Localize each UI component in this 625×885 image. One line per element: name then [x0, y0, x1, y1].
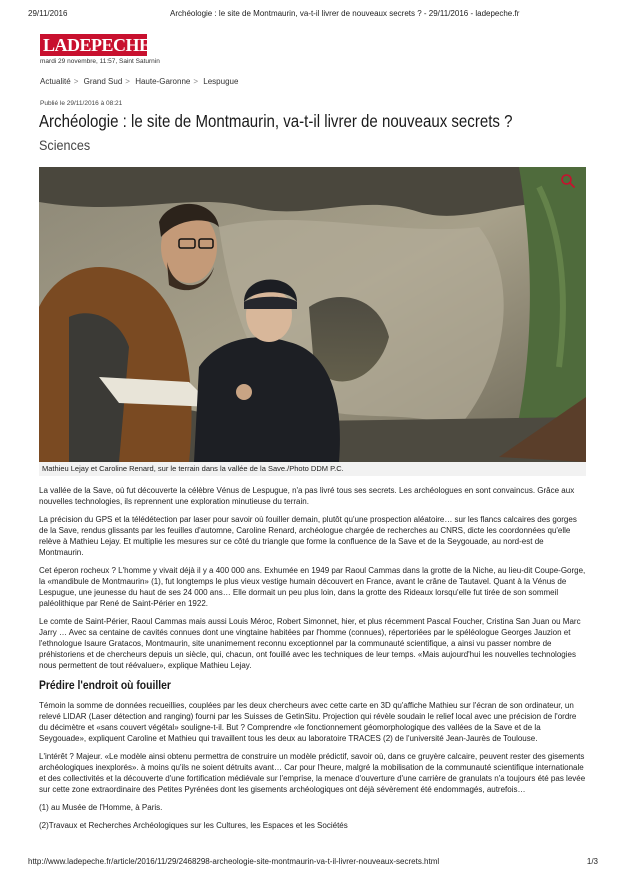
print-header [0, 0, 625, 20]
breadcrumb-item[interactable]: Lespugue [203, 77, 239, 86]
article-subheading: Prédire l'endroit où fouiller [39, 680, 171, 692]
breadcrumb-item[interactable]: Grand Sud [83, 77, 123, 86]
breadcrumb-separator: > [125, 77, 130, 86]
logo-suffix: .fr [150, 39, 164, 55]
footnote: (2)Travaux et Recherches Archéologiques sur les Cultures, les Espaces et les Sociétés [39, 821, 348, 830]
breadcrumb [40, 77, 238, 86]
breadcrumb-item[interactable]: Haute-Garonne [135, 77, 191, 86]
print-footer [28, 857, 598, 866]
print-date: 29/11/2016 [28, 9, 68, 18]
print-title: Archéologie : le site de Montmaurin, va-t-il livrer de nouveaux secrets ? - 29/11/2016 - ladepeche.fr [170, 9, 520, 18]
site-logo[interactable] [40, 34, 164, 56]
article-paragraph: Cet éperon rocheux ? L'homme y vivait déjà il y a 400 000 ans. Exhumée en 1949 par Raoul Cammas dans la grotte de la Niche, au lieu-dit Coupe-Gorge, la «mandibule de Montmaurin» (1), fut longtemps le plus vieux vestige humain découvert en France, avant le crâne de Tautavel. Quant à la Vénus de Lespugue, une jeunesse du haut de ses 24 000 ans… Elle dormait un peu plus loin, dans la grotte des Rideaux lorsqu'elle fut tirée de son sommeil paléolithique par René de Saint-Périer en 1922. [39, 566, 586, 608]
article-paragraph: Le comte de Saint-Périer, Raoul Cammas mais aussi Louis Méroc, Robert Simonnet, hier, et plus récemment Pascal Foucher, Cristina San Juan ou Marc Jarry … Avec sa centaine de cavités connues dont une vingtaine habitées par l'homme (connues), répertoriées par le spéléologue Georges Jauzion et l'ethnologue Isaure Gratacos, Montmaurin, site unanimement reconnu exceptionnel par la communauté scientifique, a ainsi vu passer nombre de préhistoriens et de chercheurs depuis un siècle, qui, chacun, ont fouillé avec les techniques de leur temps. «Mais aujourd'hui les nouvelles technologies nous permettent de tout réévaluer», explique Mathieu Lejay. [39, 617, 581, 670]
article-body [39, 485, 587, 838]
breadcrumb-separator: > [193, 77, 199, 86]
article-title: Archéologie : le site de Montmaurin, va-t-il livrer de nouveaux secrets ? [39, 111, 513, 131]
page-number: 1/3 [586, 857, 598, 866]
article-paragraph: La précision du GPS et la télédétection par laser pour savoir où fouiller demain, plutôt qu'une prospection aléatoire… sur les flancs calcaires des gorges de la Save, rendus glissants par les feuilles d'automne, Caroline Renard, archéologue chargée de recherches au CNRS, dicte les coordonnées qu'elle relève à Mathieu Lejay. Et multiplie les mesures sur ce côté du triangle que forme la confluence de la Save et de la Seygouade, au nord-est de Montmaurin. [39, 515, 577, 557]
published-date: Publié le 29/11/2016 à 08:21 [40, 100, 123, 107]
article-paragraph: La vallée de la Save, où fut découverte la célèbre Vénus de Lespugue, n'a pas livré tous ses secrets. Les archéologues en sont convaincus. Grâce aux nouvelles technologies, ils reprennent une exploration minutieuse du terrain. [39, 486, 575, 506]
dateline: mardi 29 novembre, 11:57, Saint Saturnin [40, 58, 160, 65]
article-paragraph: Témoin la somme de données recueillies, couplées par les deux chercheurs avec cette carte en 3D qu'affiche Mathieu sur l'écran de son ordinateur, un relevé LIDAR (Laser détection and ranging) fourni par les Suisses de GetinSitu. Projection qui révèle soudain le relief local avec une précision de l'ordre du décimètre et «sans couvert végétal» souligne-t-il. But ? Comprendre «le fonctionnement géomorphologique des vallées de la Save et de la Seygouade», expliquent Caroline et Mathieu qui travaillent tous les deux au laboratoire TRACES (2) de l'université Jean-Jaurès de Toulouse. [39, 701, 577, 743]
footnote: (1) au Musée de l'Homme, à Paris. [39, 803, 163, 812]
article-photo[interactable] [39, 167, 586, 462]
breadcrumb-item[interactable]: Actualité [40, 77, 71, 86]
print-url: http://www.ladepeche.fr/article/2016/11/29/2468298-archeologie-site-montmaurin-va-t-il-livrer-nouveaux-secrets.html [28, 857, 440, 866]
zoom-icon[interactable] [560, 173, 576, 189]
breadcrumb-separator: > [73, 77, 79, 86]
logo-text: LADEPECHE [43, 35, 151, 55]
article-paragraph: L'intérêt ? Majeur. «Le modèle ainsi obtenu permettra de construire un modèle prédictif, savoir où, dans ce gruyère calcaire, peuvent rester des gisements archéologiques inexplorés». à moins qu'ils ne soient détruits avant… Car pour l'heure, malgré la mobilisation de la communauté scientifique internationale et des collectivités et la découverte d'une fortification médiévale sur l'emprise, la menace d'ouverture d'une carrière de granulats n'a toujours été pas levée sur cette zone extraordinaire des Petites Pyrénées dont les gisements archéologiques ont déjà sévèrement été endommagés, autrefois… [39, 752, 586, 794]
article-section[interactable]: Sciences [39, 137, 91, 153]
photo-caption: Mathieu Lejay et Caroline Renard, sur le terrain dans la vallée de la Save./Photo DDM P.C. [39, 462, 586, 476]
